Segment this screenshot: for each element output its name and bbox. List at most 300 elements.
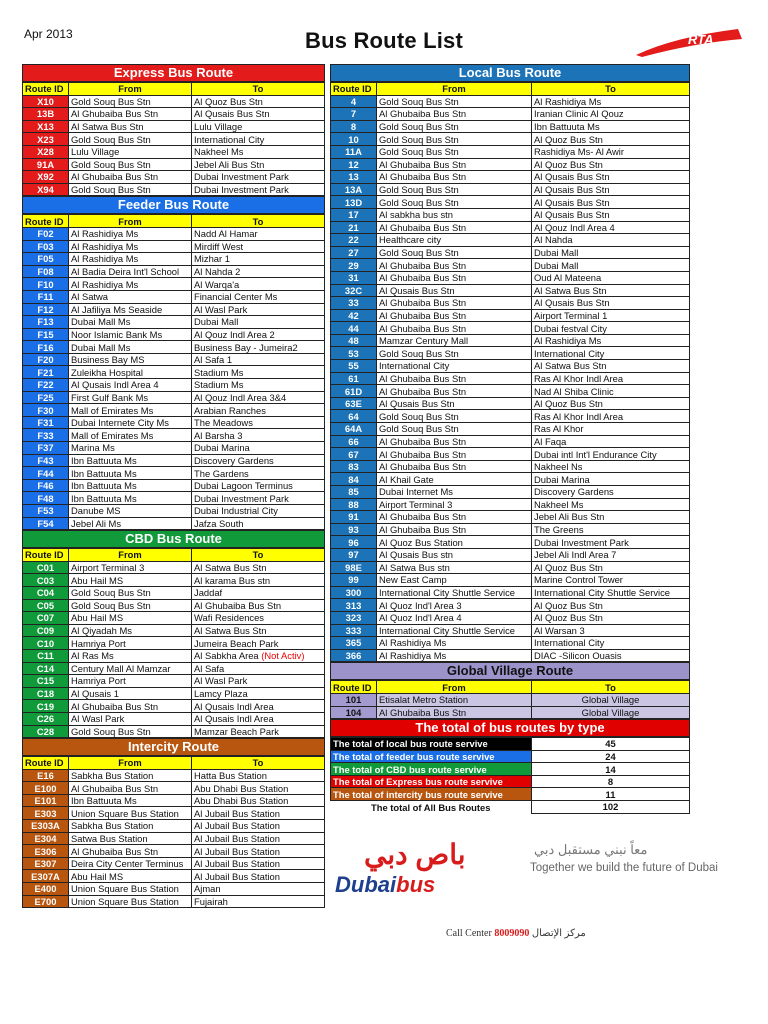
to-cell: Abu Dhabi Bus Station xyxy=(192,782,325,795)
from-cell: Al Ghubaiba Bus Stn xyxy=(377,322,532,335)
from-cell: Abu Hail MS xyxy=(69,574,192,587)
right-column xyxy=(330,64,690,814)
route-id-cell: 323 xyxy=(331,611,377,624)
total-row xyxy=(331,801,690,814)
from-cell: Al Ghubaiba Bus Stn xyxy=(69,700,192,713)
from-header: From xyxy=(69,215,192,228)
dubai-bus-logo xyxy=(335,872,435,898)
to-cell: The Meadows xyxy=(192,416,325,429)
to-cell: Al Warsan 3 xyxy=(532,624,690,637)
to-cell: Al Quoz Bus Stn xyxy=(532,158,690,171)
from-cell: Gold Souq Bus Stn xyxy=(377,133,532,146)
table-row xyxy=(331,347,690,360)
call-center-arabic: مركز الإتصال xyxy=(531,928,586,939)
table-row xyxy=(331,120,690,133)
to-cell: Wafi Residences xyxy=(192,612,325,625)
from-cell: Airport Terminal 3 xyxy=(377,498,532,511)
route-id-cell: E304 xyxy=(23,832,69,845)
from-cell: Al Qusais 1 xyxy=(69,687,192,700)
table-row xyxy=(23,492,325,505)
to-header: To xyxy=(192,549,325,562)
table-row xyxy=(23,391,325,404)
from-cell: Gold Souq Bus Stn xyxy=(377,145,532,158)
to-cell: Stadium Ms xyxy=(192,379,325,392)
intercity-route-table xyxy=(22,756,325,908)
table-row xyxy=(23,782,325,795)
table-row xyxy=(331,133,690,146)
date-label: Apr 2013 xyxy=(24,27,73,41)
to-cell: Ras Al Khor Indl Area xyxy=(532,410,690,423)
from-cell: Al Ghubaiba Bus Stn xyxy=(69,782,192,795)
to-cell: Nad Al Shiba Clinic xyxy=(532,385,690,398)
to-cell: Jebel Ali Bus Stn xyxy=(192,158,325,171)
route-id-cell: F03 xyxy=(23,240,69,253)
from-cell: Gold Souq Bus Stn xyxy=(69,183,192,196)
to-cell: The Gardens xyxy=(192,467,325,480)
table-row xyxy=(331,208,690,221)
from-cell: Al Rashidiya Ms xyxy=(377,637,532,650)
route-id-cell: X13 xyxy=(23,120,69,133)
route-id-cell: 10 xyxy=(331,133,377,146)
to-cell: Hatta Bus Station xyxy=(192,769,325,782)
to-cell: Al Quoz Bus Stn xyxy=(532,599,690,612)
from-cell: Al Ghubaiba Bus Stn xyxy=(377,435,532,448)
to-cell: Al Wasl Park xyxy=(192,303,325,316)
route-id-cell: F21 xyxy=(23,366,69,379)
table-row xyxy=(23,316,325,329)
table-row xyxy=(331,234,690,247)
table-row xyxy=(23,328,325,341)
to-cell: Oud Al Mateena xyxy=(532,271,690,284)
route-id-cell: F43 xyxy=(23,454,69,467)
from-cell: Al Ghubaiba Bus Stn xyxy=(377,297,532,310)
route-id-cell: F02 xyxy=(23,227,69,240)
from-cell: Gold Souq Bus Stn xyxy=(69,158,192,171)
to-cell: Al Jubail Bus Station xyxy=(192,845,325,858)
table-row xyxy=(23,712,325,725)
from-cell: Gold Souq Bus Stn xyxy=(69,133,192,146)
to-cell: Dubai Industrial City xyxy=(192,505,325,518)
to-cell: Dubai festval City xyxy=(532,322,690,335)
left-column xyxy=(22,64,325,908)
to-cell: Al Jubail Bus Station xyxy=(192,807,325,820)
to-cell: Abu Dhabi Bus Station xyxy=(192,794,325,807)
to-cell: Al Quoz Bus Stn xyxy=(192,95,325,108)
to-header: To xyxy=(192,757,325,770)
route-id-cell: 365 xyxy=(331,637,377,650)
table-row xyxy=(23,253,325,266)
from-cell: Dubai Mall Ms xyxy=(69,316,192,329)
total-value: 11 xyxy=(532,788,690,801)
route-id-cell: C14 xyxy=(23,662,69,675)
from-cell: Al Ghubaiba Bus Stn xyxy=(377,523,532,536)
from-cell: Al Ghubaiba Bus Stn xyxy=(377,171,532,184)
table-row xyxy=(331,536,690,549)
from-cell: Al Ghubaiba Bus Stn xyxy=(377,108,532,121)
route-id-header: Route ID xyxy=(331,83,377,96)
to-cell: Al Quoz Bus Stn xyxy=(532,611,690,624)
route-id-cell: X10 xyxy=(23,95,69,108)
table-row xyxy=(23,227,325,240)
from-cell: First Gulf Bank Ms xyxy=(69,391,192,404)
to-cell: International City xyxy=(532,637,690,650)
page-title: Bus Route List xyxy=(304,28,464,53)
total-row xyxy=(331,750,690,763)
to-cell: Mizhar 1 xyxy=(192,253,325,266)
route-id-cell: 88 xyxy=(331,498,377,511)
to-cell: Dubai Marina xyxy=(532,473,690,486)
to-cell: Airport Terminal 1 xyxy=(532,309,690,322)
to-cell: Al Quoz Bus Stn xyxy=(532,561,690,574)
from-cell: Al Quoz Bus Station xyxy=(377,536,532,549)
from-cell: Dubai Internete City Ms xyxy=(69,416,192,429)
from-cell: Gold Souq Bus Stn xyxy=(377,95,532,108)
table-row xyxy=(331,473,690,486)
to-cell: Al Rashidiya Ms xyxy=(532,334,690,347)
table-row xyxy=(331,158,690,171)
table-row xyxy=(331,624,690,637)
table-row xyxy=(23,675,325,688)
route-id-cell: 64 xyxy=(331,410,377,423)
to-cell: Dubai intl Int'l Endurance City xyxy=(532,448,690,461)
totals-title: The total of bus routes by type xyxy=(330,719,690,737)
route-id-header: Route ID xyxy=(331,681,377,694)
total-row xyxy=(331,775,690,788)
to-cell: Al Satwa Bus Stn xyxy=(532,284,690,297)
rta-logo-text: RTA xyxy=(688,32,714,47)
arabic-slogan: معاً نبني مستقبل دبي xyxy=(534,842,648,857)
dubai-bus-arabic-logo: باص دبي xyxy=(364,839,466,870)
table-row xyxy=(23,158,325,171)
from-cell: Al Ghubaiba Bus Stn xyxy=(69,845,192,858)
to-cell: Business Bay - Jumeira2 xyxy=(192,341,325,354)
table-row xyxy=(23,240,325,253)
from-cell: Ibn Battuuta Ms xyxy=(69,492,192,505)
table-row xyxy=(23,883,325,896)
table-row xyxy=(331,448,690,461)
bus-logo-text: bus xyxy=(396,872,436,897)
to-cell: Financial Center Ms xyxy=(192,290,325,303)
from-cell: Lulu Village xyxy=(69,145,192,158)
to-cell: Al Qusais Bus Stn xyxy=(532,171,690,184)
from-cell: Al Quoz Ind'l Area 3 xyxy=(377,599,532,612)
to-cell: Jebel Ali Indl Area 7 xyxy=(532,548,690,561)
table-row xyxy=(23,479,325,492)
from-cell: Hamriya Port xyxy=(69,675,192,688)
table-row xyxy=(23,404,325,417)
to-cell: Al Jubail Bus Station xyxy=(192,832,325,845)
table-row xyxy=(331,706,690,719)
from-cell: Al Rashidiya Ms xyxy=(377,649,532,662)
route-id-cell: E16 xyxy=(23,769,69,782)
table-row xyxy=(23,353,325,366)
from-cell: Al Satwa Bus Stn xyxy=(69,120,192,133)
table-row xyxy=(23,612,325,625)
from-cell: Al Ghubaiba Bus Stn xyxy=(377,448,532,461)
table-row xyxy=(331,460,690,473)
table-row xyxy=(331,423,690,436)
table-row xyxy=(23,278,325,291)
total-value: 102 xyxy=(532,801,690,814)
from-cell: Business Bay MS xyxy=(69,353,192,366)
to-header: To xyxy=(192,215,325,228)
route-id-cell: 13B xyxy=(23,108,69,121)
slogan: Together we build the future of Dubai xyxy=(530,862,718,874)
not-active-note: (Not Activ) xyxy=(258,650,305,662)
route-id-cell: 83 xyxy=(331,460,377,473)
table-row xyxy=(23,870,325,883)
from-cell: Al Qusais Bus Stn xyxy=(377,397,532,410)
from-cell: Al Qiyadah Ms xyxy=(69,624,192,637)
table-row xyxy=(331,599,690,612)
to-cell: Fujairah xyxy=(192,895,325,908)
global-village-route-title: Global Village Route xyxy=(330,662,690,680)
to-cell: International City Shuttle Service xyxy=(532,586,690,599)
from-cell: Gold Souq Bus Stn xyxy=(377,196,532,209)
table-row xyxy=(331,334,690,347)
to-cell: Al Sabkha Area (Not Activ) xyxy=(192,649,325,662)
from-cell: Al Ghubaiba Bus Stn xyxy=(377,511,532,524)
to-cell: Arabian Ranches xyxy=(192,404,325,417)
from-cell: Marina Ms xyxy=(69,442,192,455)
table-row xyxy=(331,309,690,322)
to-cell: Al Qouz Indl Area 2 xyxy=(192,328,325,341)
route-id-cell: 22 xyxy=(331,234,377,247)
to-header: To xyxy=(192,83,325,96)
from-cell: Ibn Battuuta Ms xyxy=(69,794,192,807)
route-id-cell: 313 xyxy=(331,599,377,612)
table-row xyxy=(331,183,690,196)
from-cell: Etisalat Metro Station xyxy=(377,693,532,706)
cbd-route-title: CBD Bus Route xyxy=(22,530,325,548)
table-row xyxy=(23,820,325,833)
from-cell: Al Satwa xyxy=(69,290,192,303)
from-cell: Al Ghubaiba Bus Stn xyxy=(377,385,532,398)
route-id-cell: 66 xyxy=(331,435,377,448)
total-label: The total of All Bus Routes xyxy=(331,801,532,814)
route-id-header: Route ID xyxy=(23,757,69,770)
route-id-cell: C28 xyxy=(23,725,69,738)
table-row xyxy=(331,561,690,574)
total-row xyxy=(331,763,690,776)
total-value: 24 xyxy=(532,750,690,763)
to-cell: Dubai Mall xyxy=(192,316,325,329)
from-cell: Al Satwa Bus stn xyxy=(377,561,532,574)
route-id-cell: F05 xyxy=(23,253,69,266)
route-id-cell: C15 xyxy=(23,675,69,688)
from-cell: Mall of Emirates Ms xyxy=(69,429,192,442)
feeder-route-table xyxy=(22,214,325,530)
table-row xyxy=(23,265,325,278)
feeder-route-title: Feeder Bus Route xyxy=(22,196,325,214)
table-row xyxy=(331,322,690,335)
to-cell: Al Wasl Park xyxy=(192,675,325,688)
from-cell: Gold Souq Bus Stn xyxy=(69,725,192,738)
table-row xyxy=(23,505,325,518)
express-route-table xyxy=(22,82,325,196)
route-id-cell: C18 xyxy=(23,687,69,700)
to-cell: Al Jubail Bus Station xyxy=(192,870,325,883)
from-cell: Airport Terminal 3 xyxy=(69,561,192,574)
from-cell: Gold Souq Bus Stn xyxy=(377,423,532,436)
table-row xyxy=(23,517,325,530)
from-cell: Al Ghubaiba Bus Stn xyxy=(69,108,192,121)
route-id-cell: E306 xyxy=(23,845,69,858)
total-label: The total of feeder bus route servive xyxy=(331,750,532,763)
from-cell: Healthcare city xyxy=(377,234,532,247)
route-id-cell: 101 xyxy=(331,693,377,706)
to-cell: Al Ghubaiba Bus Stn xyxy=(192,599,325,612)
table-row xyxy=(23,467,325,480)
call-center-label: Call Center xyxy=(446,928,492,939)
total-label: The total of CBD bus route servive xyxy=(331,763,532,776)
to-cell: International City xyxy=(532,347,690,360)
to-header: To xyxy=(532,681,690,694)
route-id-cell: 104 xyxy=(331,706,377,719)
route-id-cell: 63E xyxy=(331,397,377,410)
table-row xyxy=(23,183,325,196)
route-id-cell: 333 xyxy=(331,624,377,637)
route-id-cell: 300 xyxy=(331,586,377,599)
table-row xyxy=(331,297,690,310)
table-row xyxy=(23,303,325,316)
route-id-cell: F15 xyxy=(23,328,69,341)
table-row xyxy=(331,196,690,209)
call-center-number: 8009090 xyxy=(494,928,530,939)
to-cell: Ibn Battuuta Ms xyxy=(532,120,690,133)
table-row xyxy=(23,171,325,184)
from-cell: Deira City Center Terminus xyxy=(69,857,192,870)
total-label: The total of intercity bus route servive xyxy=(331,788,532,801)
cbd-route-table xyxy=(22,548,325,738)
route-id-cell: F33 xyxy=(23,429,69,442)
from-cell: Al Ras Ms xyxy=(69,649,192,662)
route-id-cell: E307A xyxy=(23,870,69,883)
table-row xyxy=(23,687,325,700)
table-row xyxy=(331,145,690,158)
route-id-cell: C05 xyxy=(23,599,69,612)
table-row xyxy=(23,416,325,429)
route-id-cell: F31 xyxy=(23,416,69,429)
route-id-cell: 55 xyxy=(331,360,377,373)
route-id-cell: X28 xyxy=(23,145,69,158)
table-row xyxy=(23,599,325,612)
table-row xyxy=(23,341,325,354)
to-cell: Nakheel Ms xyxy=(192,145,325,158)
to-cell: Dubai Investment Park xyxy=(192,171,325,184)
to-cell: Al Rashidiya Ms xyxy=(532,95,690,108)
table-row xyxy=(331,693,690,706)
to-cell: Dubai Investment Park xyxy=(532,536,690,549)
from-cell: Al Ghubaiba Bus Stn xyxy=(377,460,532,473)
from-cell: Gold Souq Bus Stn xyxy=(377,246,532,259)
table-row xyxy=(331,360,690,373)
route-id-cell: 44 xyxy=(331,322,377,335)
route-id-cell: C04 xyxy=(23,586,69,599)
route-id-cell: 99 xyxy=(331,574,377,587)
from-header: From xyxy=(377,83,532,96)
route-id-cell: C09 xyxy=(23,624,69,637)
route-id-cell: 93 xyxy=(331,523,377,536)
table-row xyxy=(331,246,690,259)
route-id-cell: X23 xyxy=(23,133,69,146)
route-id-cell: 32C xyxy=(331,284,377,297)
table-row xyxy=(331,435,690,448)
route-id-cell: F44 xyxy=(23,467,69,480)
route-id-cell: C07 xyxy=(23,612,69,625)
table-row xyxy=(23,895,325,908)
table-header xyxy=(23,549,325,562)
from-cell: International City Shuttle Service xyxy=(377,624,532,637)
route-id-cell: F54 xyxy=(23,517,69,530)
table-row xyxy=(331,171,690,184)
route-id-cell: F11 xyxy=(23,290,69,303)
table-row xyxy=(331,486,690,499)
route-id-cell: F30 xyxy=(23,404,69,417)
from-cell: Jebel Ali Ms xyxy=(69,517,192,530)
from-cell: Sabkha Bus Station xyxy=(69,769,192,782)
table-row xyxy=(23,366,325,379)
to-cell: Jumeira Beach Park xyxy=(192,637,325,650)
route-id-cell: 42 xyxy=(331,309,377,322)
from-cell: Al Ghubaiba Bus Stn xyxy=(69,171,192,184)
totals-table xyxy=(330,737,690,814)
to-cell: Discovery Gardens xyxy=(192,454,325,467)
table-row xyxy=(331,586,690,599)
from-cell: Satwa Bus Station xyxy=(69,832,192,845)
table-header xyxy=(23,757,325,770)
route-id-cell: E303 xyxy=(23,807,69,820)
from-cell: Al Khail Gate xyxy=(377,473,532,486)
to-cell: International City xyxy=(192,133,325,146)
from-cell: Al Ghubaiba Bus Stn xyxy=(377,309,532,322)
table-row xyxy=(23,561,325,574)
table-row xyxy=(23,145,325,158)
to-cell: Global Village xyxy=(532,693,690,706)
table-row xyxy=(331,271,690,284)
table-row xyxy=(331,108,690,121)
to-cell: Global Village xyxy=(532,706,690,719)
to-cell: Iranian Clinic Al Qouz xyxy=(532,108,690,121)
table-row xyxy=(23,290,325,303)
table-row xyxy=(331,611,690,624)
route-id-cell: 13 xyxy=(331,171,377,184)
route-id-header: Route ID xyxy=(23,549,69,562)
route-id-cell: F16 xyxy=(23,341,69,354)
intercity-route-title: Intercity Route xyxy=(22,738,325,756)
from-cell: Al Ghubaiba Bus Stn xyxy=(377,221,532,234)
route-id-cell: F20 xyxy=(23,353,69,366)
to-cell: Al Warqa'a xyxy=(192,278,325,291)
route-id-cell: C03 xyxy=(23,574,69,587)
route-id-cell: 21 xyxy=(331,221,377,234)
from-cell: Al Ghubaiba Bus Stn xyxy=(377,158,532,171)
table-row xyxy=(23,725,325,738)
route-id-cell: 33 xyxy=(331,297,377,310)
to-cell: Nakheel Ns xyxy=(532,460,690,473)
to-cell: Ras Al Khor xyxy=(532,423,690,436)
table-header xyxy=(331,83,690,96)
to-cell: Lamcy Plaza xyxy=(192,687,325,700)
to-cell: Al Safa 1 xyxy=(192,353,325,366)
table-row xyxy=(331,397,690,410)
to-cell: Stadium Ms xyxy=(192,366,325,379)
table-row xyxy=(331,574,690,587)
express-route-title: Express Bus Route xyxy=(22,64,325,82)
from-cell: Ibn Battuuta Ms xyxy=(69,467,192,480)
route-id-cell: 85 xyxy=(331,486,377,499)
from-cell: Gold Souq Bus Stn xyxy=(377,120,532,133)
